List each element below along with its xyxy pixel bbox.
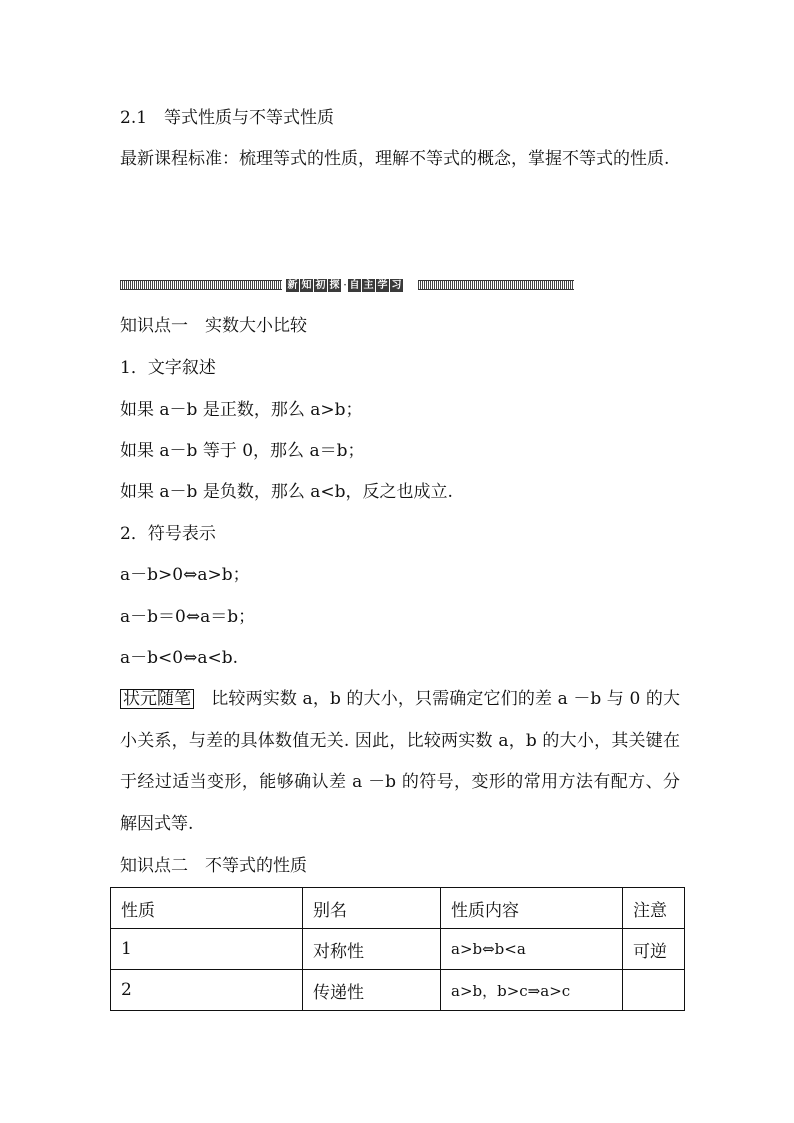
banner-separator: · <box>343 278 347 292</box>
table-cell: a>b，b>c⇒a>c <box>441 970 623 1011</box>
rule-zero: 如果 a－b 等于 0，那么 a＝b； <box>120 441 365 461</box>
symbol-rule-zero: a－b＝0⇔a＝b； <box>120 607 256 627</box>
properties-table <box>110 887 685 1011</box>
section-banner <box>120 278 574 292</box>
table-cell: 对称性 <box>303 929 441 970</box>
rule-positive: 如果 a－b 是正数，那么 a>b； <box>120 400 363 420</box>
table-row <box>111 970 685 1011</box>
banner-char: 新 <box>287 279 298 291</box>
note-paragraph <box>120 679 680 845</box>
table-header-cell: 注意 <box>623 888 685 929</box>
table-cell: 1 <box>111 929 303 970</box>
subheading-symbols: 2．符号表示 <box>120 524 216 544</box>
banner-title <box>286 278 414 292</box>
banner-char: 主 <box>363 279 374 291</box>
subheading-text-description: 1．文字叙述 <box>120 358 216 378</box>
table-header-cell: 性质 <box>111 888 303 929</box>
banner-stripe-left <box>120 280 282 290</box>
banner-char: 学 <box>377 279 388 291</box>
table-cell: 可逆 <box>623 929 685 970</box>
table-cell: 传递性 <box>303 970 441 1011</box>
table-header-cell: 性质内容 <box>441 888 623 929</box>
page-title: 2.1 等式性质与不等式性质 <box>120 108 335 128</box>
table-header-cell: 别名 <box>303 888 441 929</box>
banner-char: 探 <box>329 279 340 291</box>
table-cell <box>623 970 685 1011</box>
symbol-rule-positive: a－b>0⇔a>b； <box>120 565 250 585</box>
rule-negative: 如果 a－b 是负数，那么 a<b，反之也成立. <box>120 482 453 502</box>
table-header-row <box>111 888 685 929</box>
section1-heading: 知识点一 实数大小比较 <box>120 316 307 336</box>
banner-char: 习 <box>391 279 402 291</box>
note-label: 状元随笔 <box>120 689 194 709</box>
course-standard: 最新课程标准：梳理等式的性质，理解不等式的概念，掌握不等式的性质. <box>120 149 670 169</box>
table-row <box>111 929 685 970</box>
symbol-rule-negative: a－b<0⇔a<b. <box>120 648 238 668</box>
table-cell: a>b⇔b<a <box>441 929 623 970</box>
banner-char: 初 <box>315 279 326 291</box>
note-text: 比较两实数 a，b 的大小，只需确定它们的差 a －b 与 0 的大小关系，与差的具体数值无关. 因此，比较两实数 a，b 的大小，其关键在于经过适当变形，能够确认差 a －b 的符号，变形的常用方法有配方、分解因式等. <box>120 689 680 834</box>
section2-heading: 知识点二 不等式的性质 <box>120 856 307 876</box>
table-cell: 2 <box>111 970 303 1011</box>
banner-char: 知 <box>301 279 312 291</box>
banner-char: 自 <box>349 279 360 291</box>
banner-stripe-right <box>418 280 574 290</box>
